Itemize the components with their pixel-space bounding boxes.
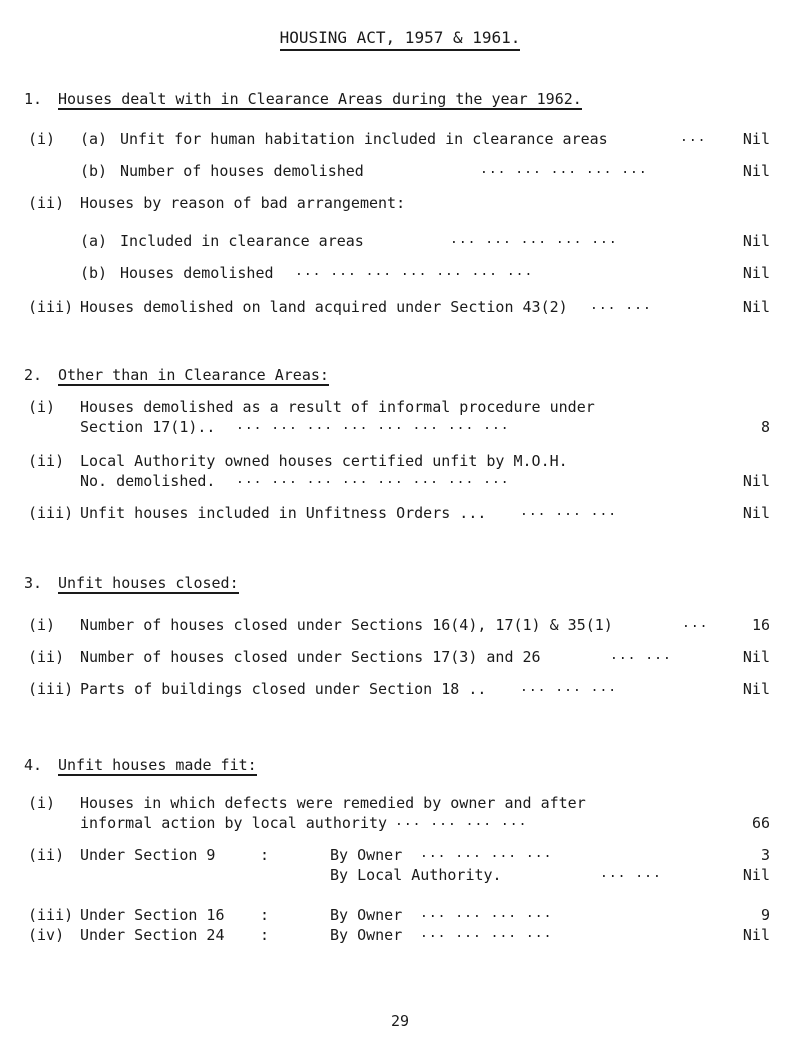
section-4-heading: 4. Unfit houses made fit:: [24, 756, 257, 774]
row-2-i-line2: Section 17(1).. ... ... ... ... ... ... ... ... 8: [80, 418, 770, 436]
row-2-ii-line2: No. demolished. ... ... ... ... ... ... ... ... Nil: [80, 472, 770, 490]
row-2-i-line1: (i) Houses demolished as a result of informal procedure under: [28, 398, 595, 416]
section-3-heading: 3. Unfit houses closed:: [24, 574, 239, 592]
row-4-iii: (iii) Under Section 16 : By Owner ... ... ... ... 9: [28, 906, 770, 924]
row-4-i-line2: informal action by local authority ... ... ... ... 66: [80, 814, 770, 832]
row-2-iii: (iii) Unfit houses included in Unfitness Orders ... ... ... ... Nil: [28, 504, 770, 522]
row-1-ii: (ii) Houses by reason of bad arrangement:: [28, 194, 406, 212]
row-4-ii-owner: (ii) Under Section 9 : By Owner ... ... ... ... 3: [28, 846, 770, 864]
row-1-iii: (iii) Houses demolished on land acquired under Section 43(2) ... ... Nil: [28, 298, 770, 316]
section-1-heading: 1. Houses dealt with in Clearance Areas during the year 1962.: [24, 90, 582, 108]
row-4-iv: (iv) Under Section 24 : By Owner ... ... ... ... Nil: [28, 926, 770, 944]
section-2-heading: 2. Other than in Clearance Areas:: [24, 366, 329, 384]
row-4-ii-authority: By Local Authority. ... ... Nil: [330, 866, 770, 884]
row-4-i-line1: (i) Houses in which defects were remedied by owner and after: [28, 794, 586, 812]
page-number: 29: [390, 1012, 410, 1030]
row-3-ii: (ii) Number of houses closed under Sections 17(3) and 26 ... ... Nil: [28, 648, 770, 666]
row-1-ii-a: (a) Included in clearance areas ... ... ... ... ... Nil: [80, 232, 770, 250]
row-3-iii: (iii) Parts of buildings closed under Section 18 .. ... ... ... Nil: [28, 680, 770, 698]
page-title: HOUSING ACT, 1957 & 1961.: [0, 28, 800, 47]
row-1-ii-b: (b) Houses demolished ... ... ... ... ... ... ... Nil: [80, 264, 770, 282]
row-3-i: (i) Number of houses closed under Sections 16(4), 17(1) & 35(1) ... 16: [28, 616, 770, 634]
row-2-ii-line1: (ii) Local Authority owned houses certified unfit by M.O.H.: [28, 452, 568, 470]
row-1-i-b: (b) Number of houses demolished ... ... ... ... ... Nil: [80, 162, 770, 180]
row-1-i-a: (i) (a) Unfit for human habitation included in clearance areas ... Nil: [28, 130, 770, 148]
